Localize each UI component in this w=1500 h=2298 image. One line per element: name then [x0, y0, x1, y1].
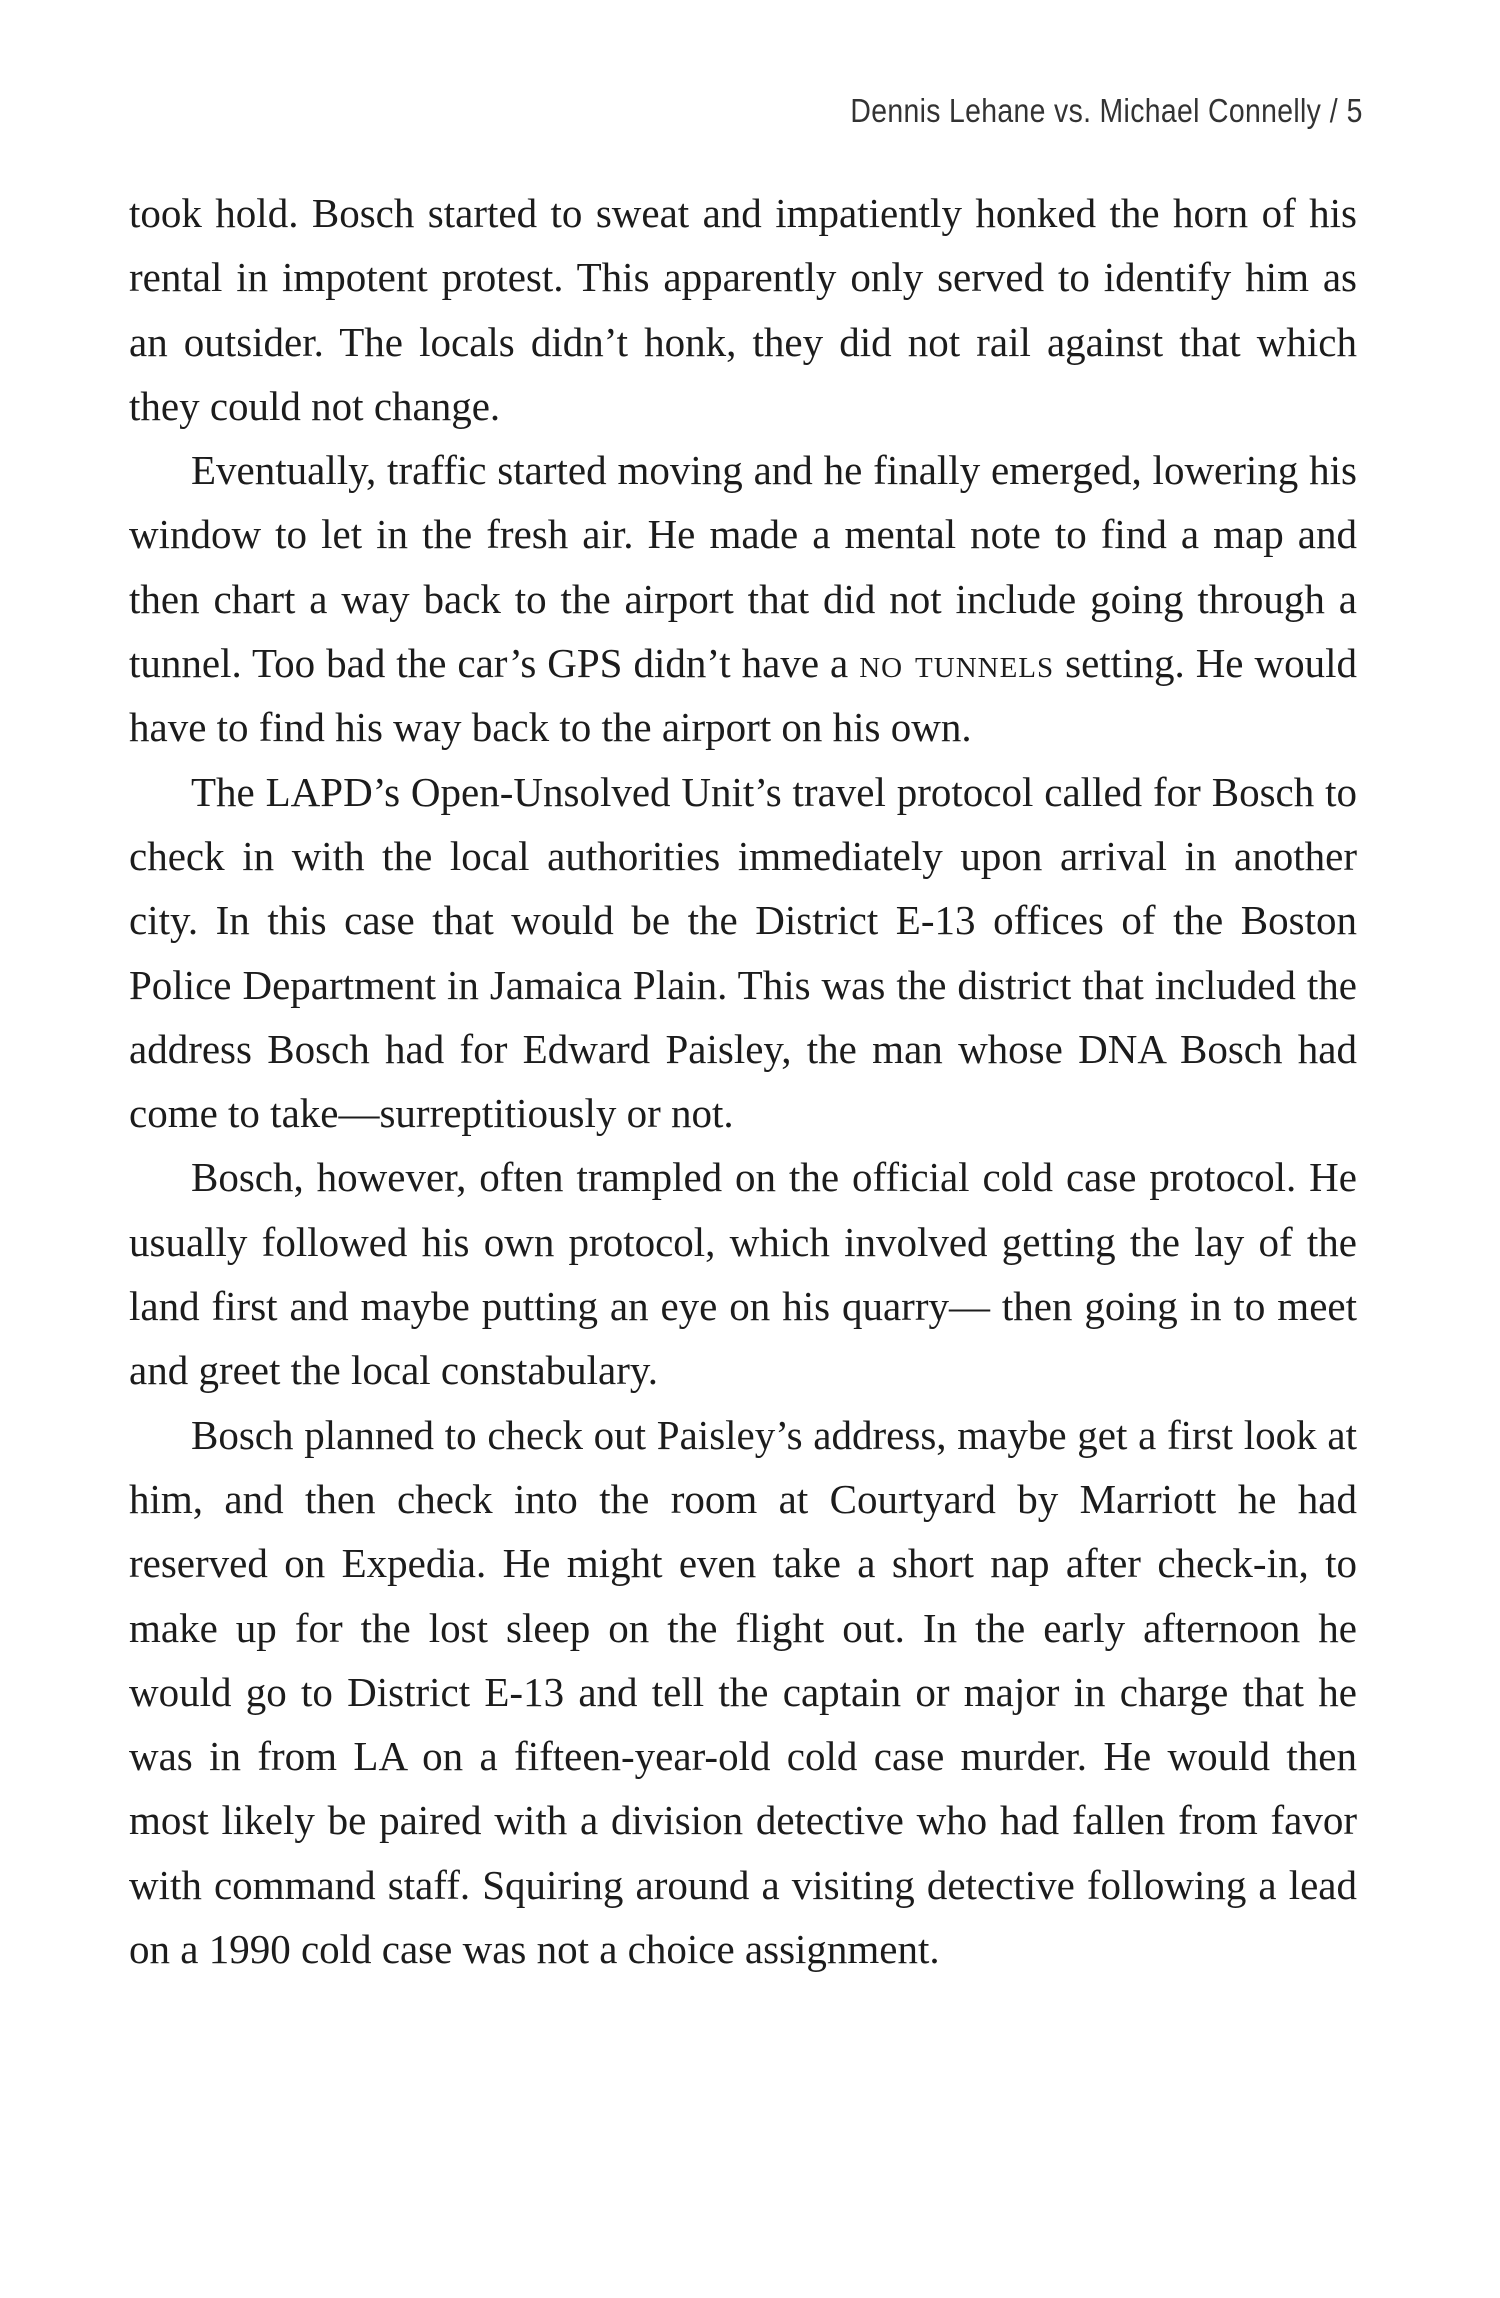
paragraph-3: The LAPD’s Open-Unsolved Unit’s travel protocol called for Bosch to check in with the local authorities immediately upon arrival in another city. In this case that would be the District E-13 offices of the Boston Police Department in Jamaica Plain. This was the district that included the address Bosch had for Edward Paisley, the man whose DNA Bosch had come to take—surreptitiously or not. — [129, 768, 1357, 1137]
page-number: 5 — [1346, 92, 1363, 129]
no-tunnels-smallcaps: no tunnels — [859, 640, 1055, 687]
running-head — [851, 92, 1363, 130]
paragraph-1: took hold. Bosch started to sweat and impatiently honked the horn of his rental in impotent protest. This apparently only served to identify him as an outsider. The locals didn’t honk, they did not rail against that which they could not change. — [129, 190, 1357, 429]
running-head-separator: / — [1330, 92, 1339, 129]
paragraph-5: Bosch planned to check out Paisley’s address, maybe get a first look at him, and then check into the room at Courtyard by Marriott he had reserved on Expedia. He might even take a short nap after check-in, to make up for the lost sleep on the flight out. In the early afternoon he would go to District E-13 and tell the captain or major in charge that he was in from LA on a fifteen-year-old cold case murder. He would then most likely be paired with a division detective who had fallen from favor with command staff. Squiring around a visiting detective following a lead on a 1990 cold case was not a choice assignment. — [129, 1411, 1357, 1973]
running-title: Dennis Lehane vs. Michael Connelly — [850, 92, 1322, 129]
body-text — [129, 181, 1357, 1981]
paragraph-2-text: Eventually, traffic started moving and he finally emerged, lowering his window to let in the fresh air. He made a mental note to find a map and then chart a way back to the airport that did not include going through a tunnel. Too bad the car’s GPS didn’t have a — [129, 447, 1357, 687]
paragraph-2-end: setting. He would have to find his way back to the airport on his own. — [129, 640, 1357, 751]
paragraph-2 — [129, 438, 1357, 759]
paragraph-4: Bosch, however, often trampled on the official cold case protocol. He usually followed his own protocol, which involved getting the lay of the land first and maybe putting an eye on his quarry— then going in to meet and greet the local constabulary. — [129, 1154, 1357, 1394]
